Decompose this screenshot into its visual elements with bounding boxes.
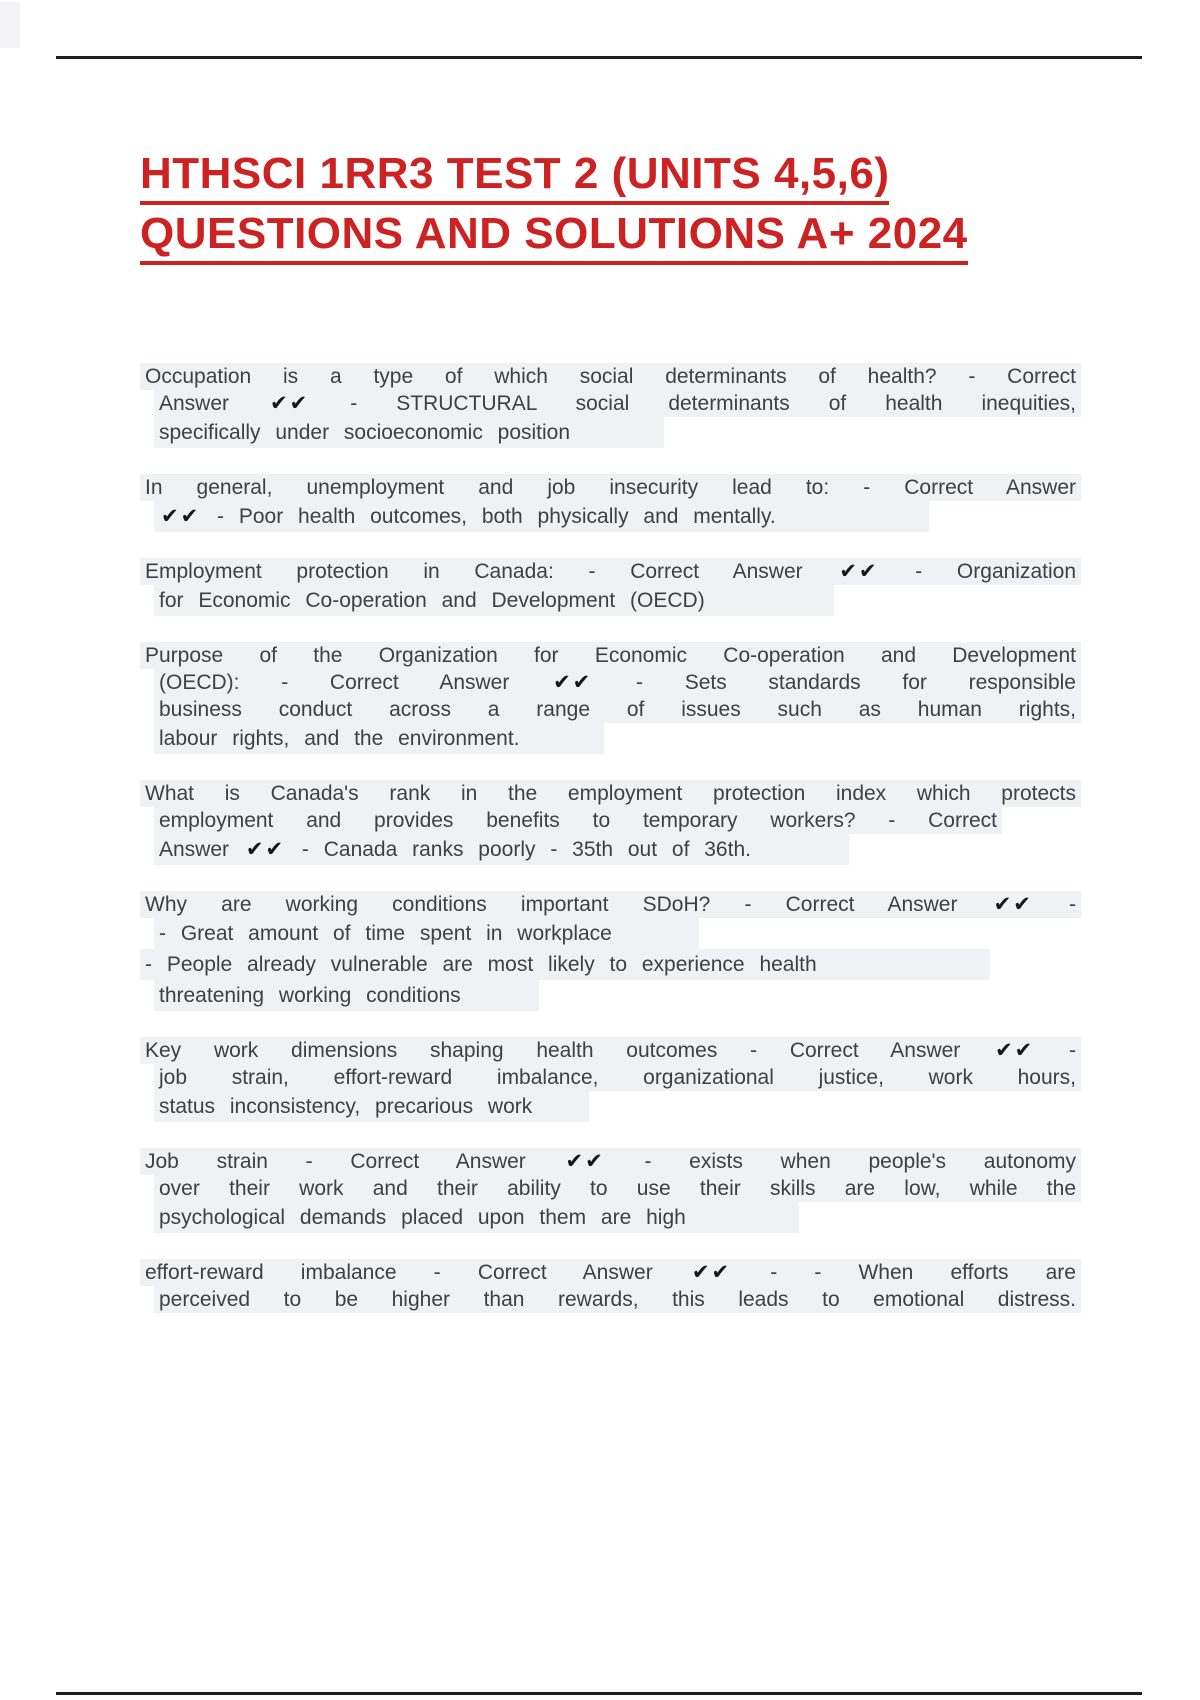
qa-line bbox=[140, 949, 1081, 980]
checkmark-icon: ✔✔ bbox=[839, 559, 879, 583]
qa-line-text: Employment protection in Canada: - Correct Answer ✔✔ - Organization bbox=[140, 558, 1081, 585]
qa-line-text: for Economic Co-operation and Development (OECD) bbox=[154, 585, 834, 616]
qa-line bbox=[140, 1064, 1081, 1091]
checkmark-icon: ✔✔ bbox=[993, 892, 1033, 916]
qa-line bbox=[140, 1148, 1081, 1175]
qa-line bbox=[140, 980, 1081, 1011]
qa-line bbox=[140, 1286, 1081, 1313]
qa-line bbox=[140, 1175, 1081, 1202]
qa-paragraph bbox=[140, 558, 1081, 616]
qa-line-text: job strain, effort-reward imbalance, organizational justice, work hours, bbox=[154, 1064, 1081, 1091]
qa-paragraph bbox=[140, 1037, 1081, 1122]
qa-line-text: specifically under socioeconomic position bbox=[154, 417, 664, 448]
qa-line-text: over their work and their ability to use their skills are low, while the bbox=[154, 1175, 1081, 1202]
qa-line-text: employment and provides benefits to temporary workers? - Correct bbox=[154, 807, 1002, 834]
page-title bbox=[140, 147, 1140, 267]
qa-line-text: ✔✔ - Poor health outcomes, both physically and mentally. bbox=[154, 501, 929, 532]
qa-paragraph bbox=[140, 363, 1081, 448]
qa-line-text: effort-reward imbalance - Correct Answer ✔✔ - - When efforts are bbox=[140, 1259, 1081, 1286]
checkmark-icon: ✔✔ bbox=[995, 1038, 1035, 1062]
qa-line bbox=[140, 669, 1081, 696]
checkmark-icon: ✔✔ bbox=[565, 1149, 605, 1173]
qa-paragraph bbox=[140, 891, 1081, 1011]
qa-line bbox=[140, 501, 1081, 532]
qa-line-text: Why are working conditions important SDoH? - Correct Answer ✔✔ - bbox=[140, 891, 1081, 918]
bottom-rule bbox=[56, 1692, 1142, 1695]
qa-paragraph bbox=[140, 1259, 1081, 1313]
qa-line bbox=[140, 1259, 1081, 1286]
checkmark-icon: ✔✔ bbox=[245, 837, 286, 861]
qa-line bbox=[140, 1202, 1081, 1233]
qa-line-text: Key work dimensions shaping health outcomes - Correct Answer ✔✔ - bbox=[140, 1037, 1081, 1064]
qa-line bbox=[140, 558, 1081, 585]
checkmark-icon: ✔✔ bbox=[691, 1260, 732, 1284]
qa-line bbox=[140, 780, 1081, 807]
qa-line bbox=[140, 642, 1081, 669]
qa-line-text: perceived to be higher than rewards, this leads to emotional distress. bbox=[154, 1286, 1081, 1313]
qa-paragraph bbox=[140, 642, 1081, 754]
qa-line-text: (OECD): - Correct Answer ✔✔ - Sets standards for responsible bbox=[154, 669, 1081, 696]
qa-line bbox=[140, 891, 1081, 918]
qa-line-text: psychological demands placed upon them are high bbox=[154, 1202, 799, 1233]
qa-paragraph bbox=[140, 1148, 1081, 1233]
qa-line bbox=[140, 1091, 1081, 1122]
qa-line bbox=[140, 585, 1081, 616]
qa-line bbox=[140, 807, 1002, 834]
checkmark-icon: ✔✔ bbox=[270, 391, 310, 415]
qa-line-text: business conduct across a range of issues such as human rights, bbox=[154, 696, 1081, 723]
checkmark-icon: ✔✔ bbox=[553, 670, 593, 694]
qa-line bbox=[140, 474, 1081, 501]
qa-line-text: Job strain - Correct Answer ✔✔ - exists when people's autonomy bbox=[140, 1148, 1081, 1175]
qa-line-text: status inconsistency, precarious work bbox=[154, 1091, 589, 1122]
qa-line-text: labour rights, and the environment. bbox=[154, 723, 604, 754]
scan-artifact bbox=[0, 2, 20, 48]
qa-line bbox=[140, 417, 1081, 448]
qa-line bbox=[140, 390, 1081, 417]
qa-line-text: - Great amount of time spent in workplace bbox=[154, 918, 699, 949]
qa-line bbox=[140, 723, 1081, 754]
qa-line bbox=[140, 363, 1081, 390]
qa-line-text: What is Canada's rank in the employment protection index which protects bbox=[140, 780, 1081, 807]
checkmark-icon: ✔✔ bbox=[161, 504, 201, 528]
qa-line-text: threatening working conditions bbox=[154, 980, 539, 1011]
top-rule bbox=[56, 56, 1142, 59]
qa-line-text: Purpose of the Organization for Economic Co-operation and Development bbox=[140, 642, 1081, 669]
qa-line bbox=[140, 834, 1081, 865]
qa-paragraph bbox=[140, 780, 1081, 865]
qa-line-text: Occupation is a type of which social determinants of health? - Correct bbox=[140, 363, 1081, 390]
page-title-line-2: QUESTIONS AND SOLUTIONS A+ 2024 bbox=[140, 207, 968, 265]
page-title-line-1: HTHSCI 1RR3 TEST 2 (UNITS 4,5,6) bbox=[140, 147, 889, 205]
qa-content bbox=[140, 363, 1081, 1339]
qa-line-text: Answer ✔✔ - STRUCTURAL social determinants of health inequities, bbox=[154, 390, 1081, 417]
qa-line bbox=[140, 918, 1081, 949]
qa-line-text: Answer ✔✔ - Canada ranks poorly - 35th out of 36th. bbox=[154, 834, 849, 865]
qa-line bbox=[140, 1037, 1081, 1064]
qa-line bbox=[140, 696, 1081, 723]
qa-line-text: In general, unemployment and job insecurity lead to: - Correct Answer bbox=[140, 474, 1081, 501]
qa-paragraph bbox=[140, 474, 1081, 532]
qa-line-text: - People already vulnerable are most likely to experience health bbox=[140, 949, 990, 980]
